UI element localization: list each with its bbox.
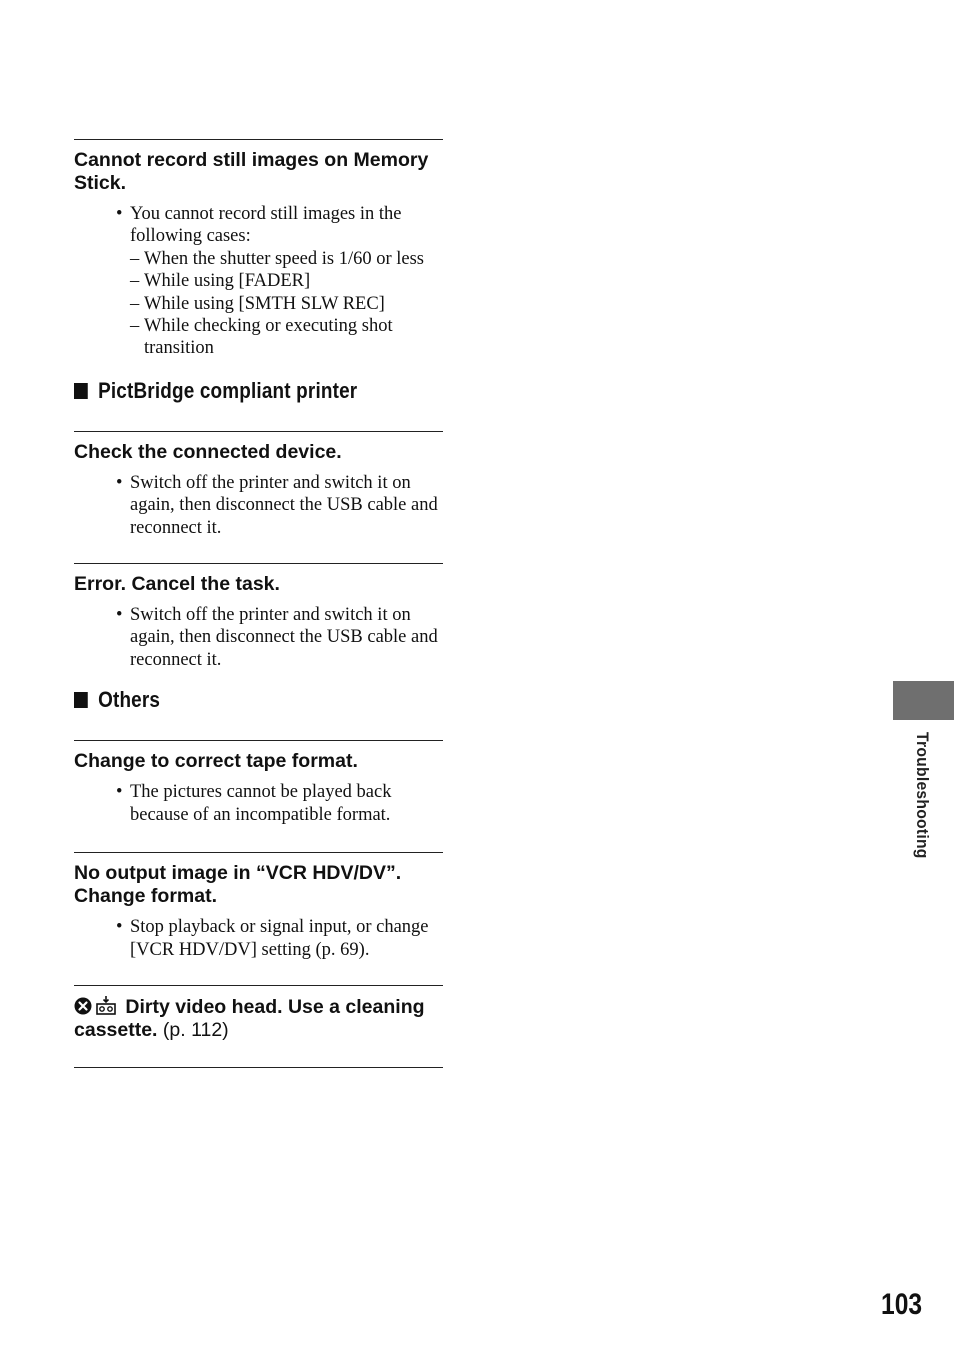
sub-item: – When the shutter speed is 1/60 or less [74,248,443,270]
bullet-item [74,203,443,360]
chapter-tab [893,681,954,720]
chapter-label: Troubleshooting [913,732,932,859]
entry-error-cancel [74,563,443,671]
cassette-head-icon [96,995,116,1015]
section-heading-text: Others [98,687,161,713]
entry-check-device [74,431,443,539]
page-reference: (p. 112) [162,1018,229,1041]
bullet-list [74,604,443,671]
bottom-rule [74,1067,443,1068]
section-square-icon [74,692,88,708]
section-heading-text: PictBridge compliant printer [98,377,358,403]
sub-item: – While using [SMTH SLW REC] [74,293,443,315]
bullet-list [74,781,443,826]
dirty-head-title: Dirty video head. Use a cleaning cassette. [74,995,425,1041]
section-heading-others [74,686,391,714]
entry-title [74,995,443,1042]
entry-title: Error. Cancel the task. [74,573,280,596]
bullet-list [74,203,443,360]
entry-still-images [74,139,443,360]
bullet-item: • Stop playback or signal input, or change [VCR HDV/DV] setting (p. 69). [74,916,443,961]
bullet-item: • Switch off the printer and switch it on again, then disconnect the USB cable and reconnect it. [74,604,443,671]
sub-list [130,248,443,360]
section-square-icon [74,383,88,399]
entry-title: No output image in “VCR HDV/DV”. Change format. [74,862,402,908]
bullet-list [74,916,443,961]
bullet-list [74,472,443,539]
entry-tape-format [74,740,443,826]
entry-no-output [74,852,443,961]
entry-title: Cannot record still images on Memory Stick. [74,149,429,194]
page-number: 103 [880,1288,922,1321]
sub-item: – While using [FADER] [74,270,443,292]
entry-title: Change to correct tape format. [74,750,358,773]
entry-dirty-head [74,985,443,1067]
bullet-item: • The pictures cannot be played back because of an incompatible format. [74,781,443,826]
entry-title: Check the connected device. [74,440,342,463]
warning-x-icon [74,997,92,1015]
sub-item: – While checking or executing shot transition [74,315,443,360]
content-column [74,139,443,1068]
bullet-text: You cannot record still images in the following cases: [130,204,402,247]
section-heading-pictbridge [74,377,391,405]
bullet-item: • Switch off the printer and switch it on again, then disconnect the USB cable and reconnect it. [74,472,443,539]
